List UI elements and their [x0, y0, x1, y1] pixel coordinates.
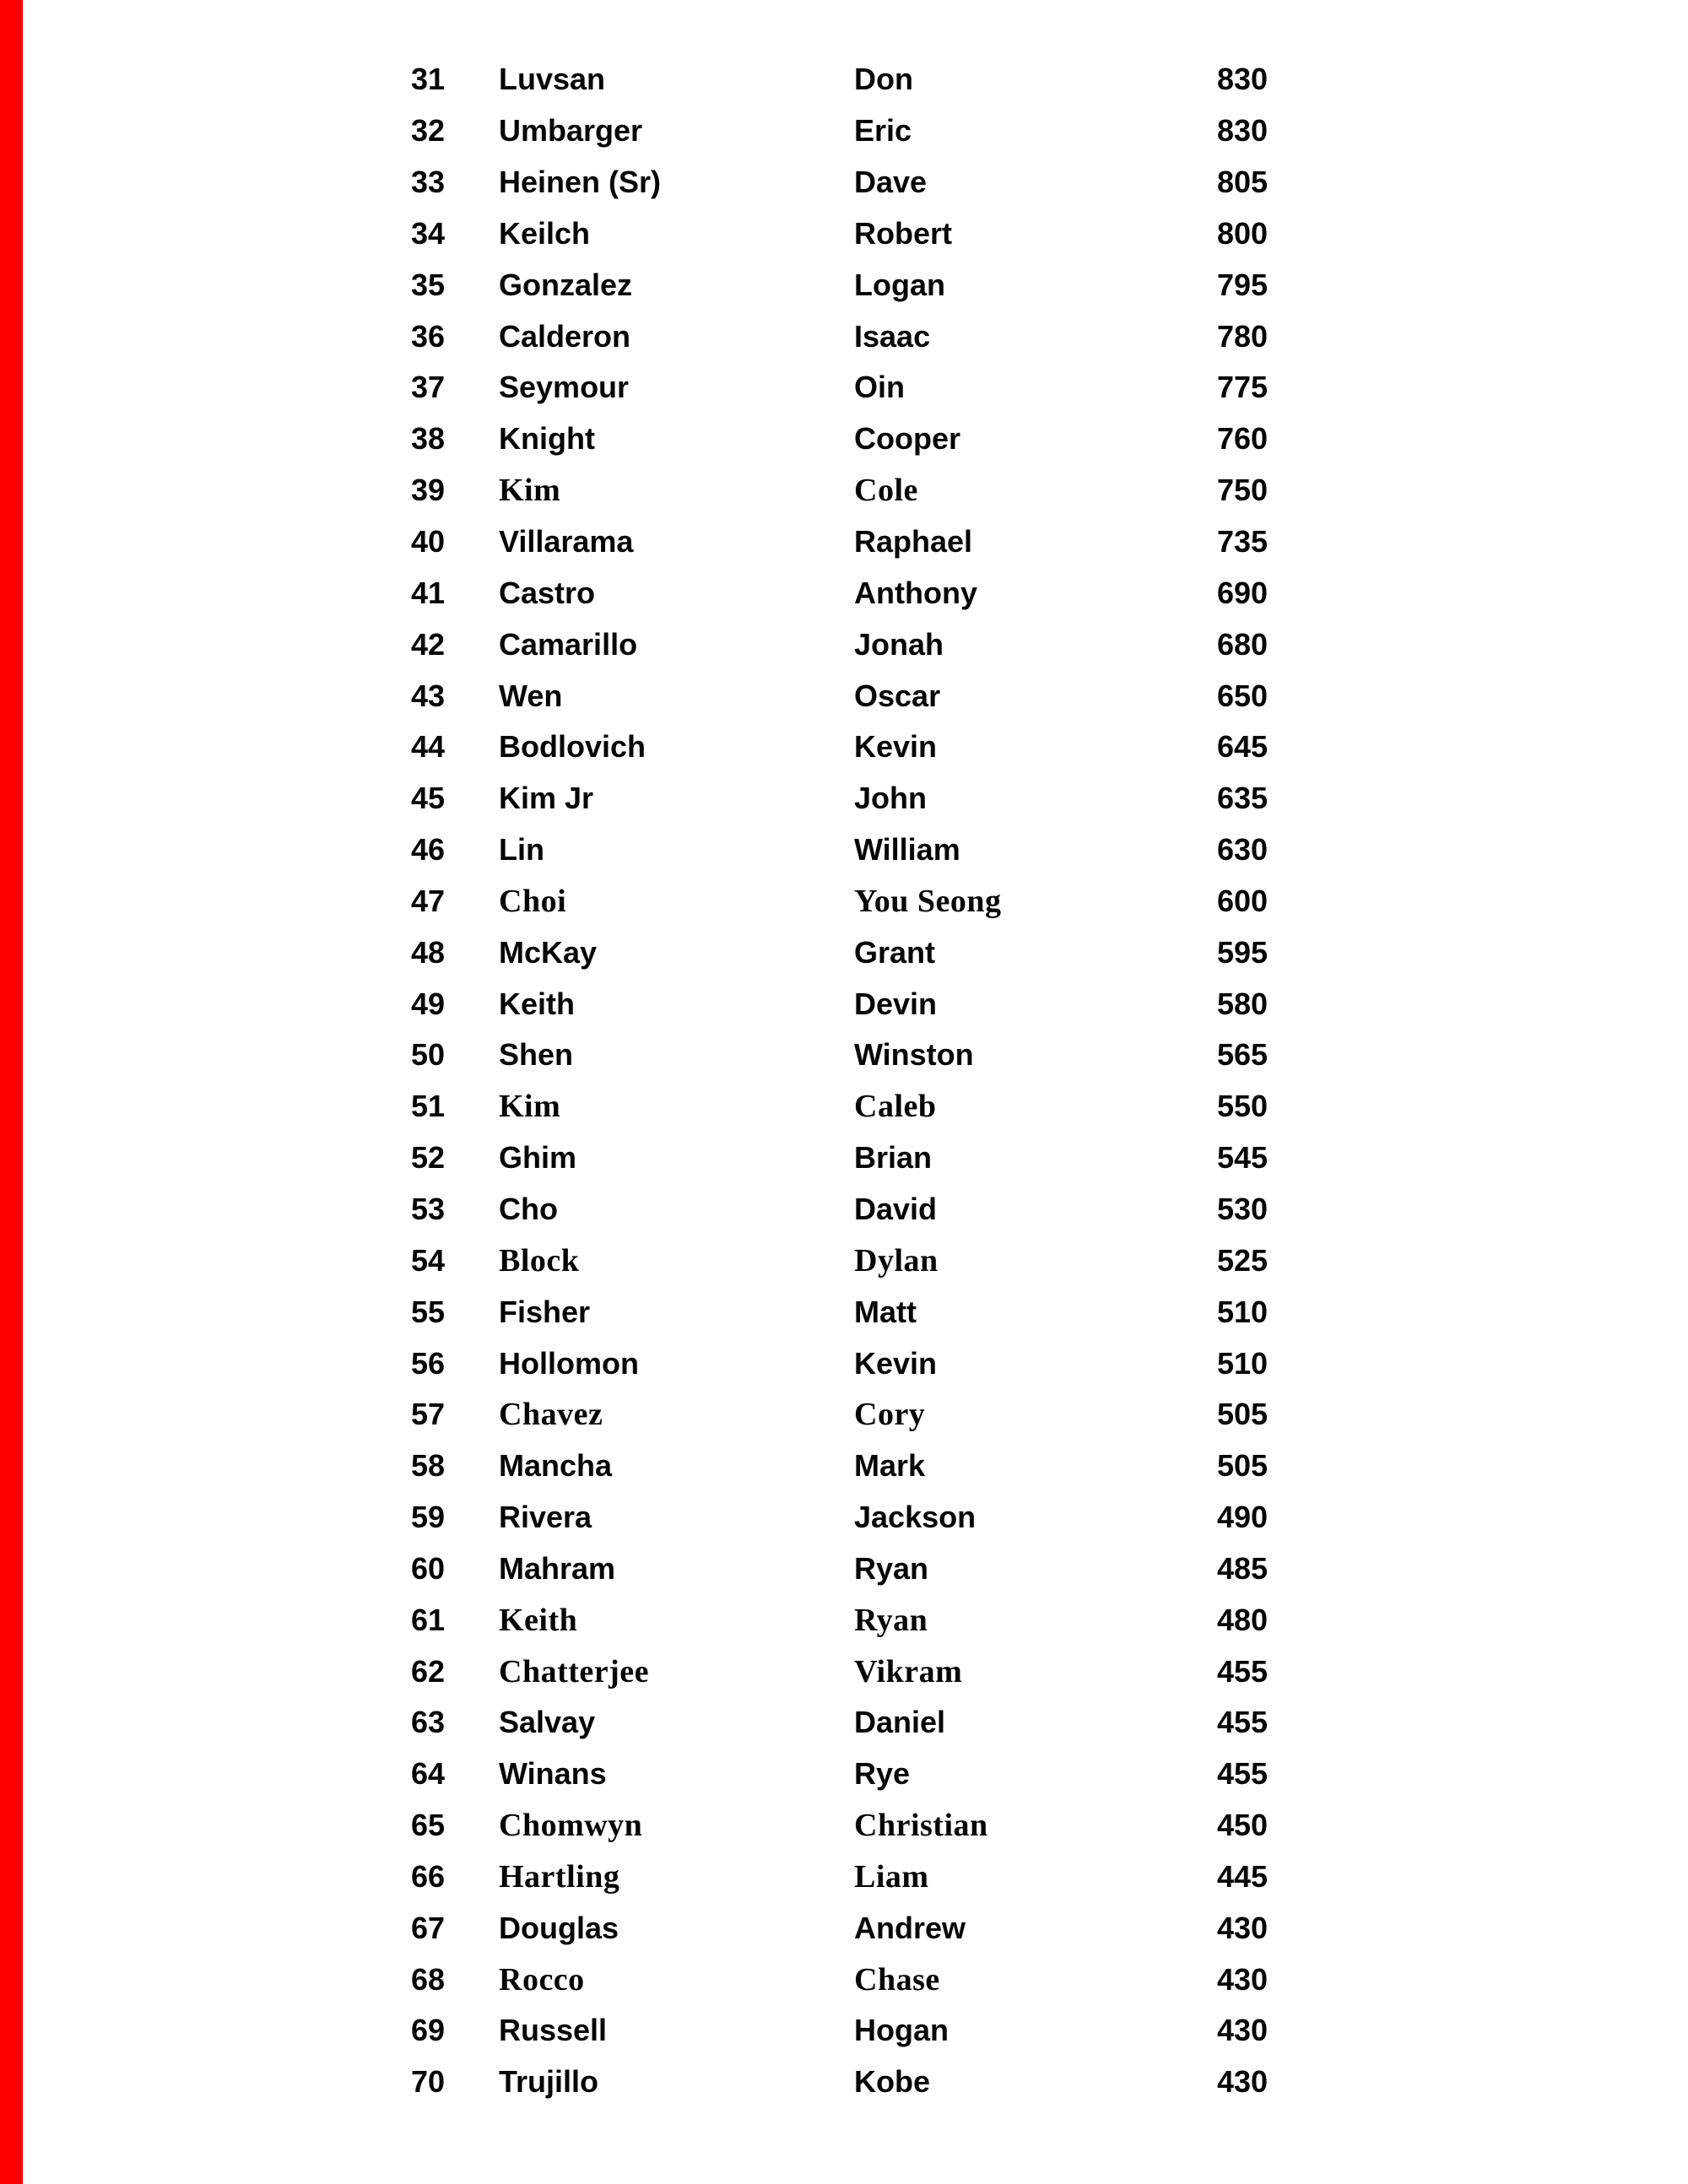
last-name-cell: Chavez: [499, 1397, 603, 1433]
first-name-cell: Raphael: [854, 524, 973, 560]
first-name-cell: Matt: [854, 1294, 917, 1329]
first-name-cell: Oscar: [854, 678, 941, 713]
points-cell: 635: [1217, 781, 1269, 816]
points-cell: 645: [1217, 729, 1269, 765]
table-row: [411, 1543, 1339, 1594]
points-cell: 485: [1217, 1550, 1269, 1586]
last-name-cell: Cho: [499, 1191, 558, 1226]
last-name-cell: Lin: [499, 832, 544, 868]
rank-cell: 55: [411, 1294, 446, 1329]
first-name-cell: Kobe: [854, 2064, 930, 2100]
table-row: [411, 1030, 1339, 1081]
points-cell: 630: [1217, 832, 1269, 868]
last-name-cell: Camarillo: [499, 626, 638, 662]
rank-cell: 32: [411, 113, 446, 149]
table-row: [411, 1749, 1339, 1800]
first-name-cell: Caleb: [854, 1089, 937, 1125]
points-cell: 455: [1217, 1756, 1269, 1792]
table-row: [411, 105, 1339, 157]
table-row: [411, 567, 1339, 619]
first-name-cell: Don: [854, 62, 913, 97]
table-row: [411, 773, 1339, 824]
first-name-cell: Rye: [854, 1756, 911, 1792]
first-name-cell: Brian: [854, 1140, 933, 1176]
last-name-cell: Kim Jr: [499, 781, 594, 816]
table-row: [411, 1184, 1339, 1235]
points-cell: 430: [1217, 2064, 1269, 2100]
table-row: [411, 311, 1339, 362]
last-name-cell: Trujillo: [499, 2064, 599, 2100]
table-row: [411, 208, 1339, 260]
last-name-cell: Wen: [499, 678, 563, 713]
first-name-cell: Mark: [854, 1448, 926, 1484]
first-name-cell: Dylan: [854, 1242, 939, 1279]
rank-cell: 33: [411, 165, 446, 200]
rank-cell: 42: [411, 626, 446, 662]
table-row: [411, 516, 1339, 568]
first-name-cell: Cooper: [854, 421, 960, 457]
rank-cell: 70: [411, 2064, 446, 2100]
first-name-cell: Cole: [854, 473, 918, 509]
last-name-cell: Ghim: [499, 1140, 577, 1176]
last-name-cell: Seymour: [499, 370, 630, 405]
first-name-cell: Anthony: [854, 575, 977, 610]
table-row: [411, 978, 1339, 1030]
first-name-cell: David: [854, 1191, 938, 1226]
last-name-cell: Choi: [499, 883, 567, 919]
last-name-cell: Calderon: [499, 318, 631, 354]
rank-cell: 67: [411, 1910, 446, 1945]
last-name-cell: Hollomon: [499, 1345, 639, 1381]
points-cell: 510: [1217, 1345, 1269, 1381]
table-row: [411, 876, 1339, 927]
last-name-cell: Block: [499, 1242, 580, 1279]
first-name-cell: Jonah: [854, 626, 944, 662]
points-cell: 580: [1217, 986, 1269, 1021]
last-name-cell: Keith: [499, 1602, 578, 1638]
last-name-cell: Shen: [499, 1037, 574, 1073]
first-name-cell: Devin: [854, 986, 938, 1021]
points-cell: 800: [1217, 215, 1269, 251]
rank-cell: 52: [411, 1140, 446, 1176]
rank-cell: 58: [411, 1448, 446, 1484]
rank-cell: 44: [411, 729, 446, 765]
rank-cell: 51: [411, 1089, 446, 1124]
last-name-cell: Chomwyn: [499, 1808, 643, 1844]
last-name-cell: Salvay: [499, 1705, 596, 1740]
rank-cell: 34: [411, 215, 446, 251]
last-name-cell: Mancha: [499, 1448, 613, 1484]
first-name-cell: Robert: [854, 215, 952, 251]
points-cell: 600: [1217, 883, 1269, 918]
rank-cell: 59: [411, 1500, 446, 1535]
first-name-cell: Eric: [854, 113, 912, 149]
points-cell: 545: [1217, 1140, 1269, 1176]
rank-cell: 62: [411, 1653, 446, 1689]
last-name-cell: Douglas: [499, 1910, 619, 1945]
last-name-cell: Winans: [499, 1756, 607, 1792]
first-name-cell: Andrew: [854, 1910, 966, 1945]
points-cell: 450: [1217, 1808, 1269, 1843]
first-name-cell: Chase: [854, 1961, 940, 1997]
first-name-cell: Oin: [854, 370, 905, 405]
first-name-cell: Kevin: [854, 1345, 938, 1381]
table-row: [411, 157, 1339, 208]
last-name-cell: Knight: [499, 421, 595, 457]
rank-cell: 35: [411, 267, 446, 302]
table-row: [411, 1852, 1339, 1903]
first-name-cell: Daniel: [854, 1705, 946, 1740]
rank-cell: 38: [411, 421, 446, 457]
points-cell: 680: [1217, 626, 1269, 662]
points-cell: 750: [1217, 473, 1269, 508]
first-name-cell: Vikram: [854, 1653, 963, 1689]
rank-cell: 43: [411, 678, 446, 713]
last-name-cell: Gonzalez: [499, 267, 633, 302]
table-row: [411, 1594, 1339, 1646]
points-cell: 525: [1217, 1242, 1269, 1278]
points-cell: 805: [1217, 165, 1269, 200]
points-cell: 530: [1217, 1191, 1269, 1226]
rank-cell: 54: [411, 1242, 446, 1278]
table-row: [411, 722, 1339, 773]
points-cell: 565: [1217, 1037, 1269, 1073]
points-cell: 775: [1217, 370, 1269, 405]
rank-cell: 39: [411, 473, 446, 508]
table-row: [411, 1492, 1339, 1543]
table-row: [411, 1235, 1339, 1286]
rank-cell: 56: [411, 1345, 446, 1381]
table-row: [411, 414, 1339, 465]
rank-cell: 60: [411, 1550, 446, 1586]
table-row: [411, 824, 1339, 876]
last-name-cell: Castro: [499, 575, 596, 610]
points-cell: 455: [1217, 1653, 1269, 1689]
points-cell: 690: [1217, 575, 1269, 610]
rank-cell: 69: [411, 2013, 446, 2048]
rank-cell: 50: [411, 1037, 446, 1073]
first-name-cell: Ryan: [854, 1602, 928, 1638]
rank-cell: 45: [411, 781, 446, 816]
points-cell: 830: [1217, 62, 1269, 97]
last-name-cell: Bodlovich: [499, 729, 647, 765]
table-row: [411, 1081, 1339, 1133]
rank-cell: 36: [411, 318, 446, 354]
points-cell: 795: [1217, 267, 1269, 302]
last-name-cell: McKay: [499, 934, 598, 970]
points-cell: 455: [1217, 1705, 1269, 1740]
first-name-cell: Christian: [854, 1808, 988, 1844]
points-cell: 760: [1217, 421, 1269, 457]
rank-cell: 49: [411, 986, 446, 1021]
table-row: [411, 1902, 1339, 1954]
last-name-cell: Umbarger: [499, 113, 643, 149]
table-row: [411, 619, 1339, 670]
last-name-cell: Heinen (Sr): [499, 165, 662, 200]
last-name-cell: Rivera: [499, 1500, 592, 1535]
rank-cell: 57: [411, 1397, 446, 1432]
rank-cell: 31: [411, 62, 446, 97]
points-cell: 830: [1217, 113, 1269, 149]
first-name-cell: Isaac: [854, 318, 931, 354]
points-cell: 430: [1217, 1910, 1269, 1945]
last-name-cell: Chatterjee: [499, 1653, 650, 1689]
last-name-cell: Kim: [499, 1089, 561, 1125]
rank-cell: 64: [411, 1756, 446, 1792]
points-cell: 550: [1217, 1089, 1269, 1124]
first-name-cell: Hogan: [854, 2013, 949, 2048]
rank-cell: 65: [411, 1808, 446, 1843]
first-name-cell: Dave: [854, 165, 928, 200]
rank-cell: 66: [411, 1858, 446, 1894]
table-row: [411, 1954, 1339, 2005]
first-name-cell: Kevin: [854, 729, 938, 765]
first-name-cell: Liam: [854, 1858, 929, 1895]
points-cell: 505: [1217, 1448, 1269, 1484]
rank-cell: 48: [411, 934, 446, 970]
rank-cell: 61: [411, 1602, 446, 1637]
last-name-cell: Kim: [499, 473, 561, 509]
points-cell: 445: [1217, 1858, 1269, 1894]
table-row: [411, 1441, 1339, 1492]
red-margin-bar: [0, 0, 23, 2184]
first-name-cell: John: [854, 781, 927, 816]
points-cell: 780: [1217, 318, 1269, 354]
first-name-cell: Grant: [854, 934, 936, 970]
table-row: [411, 670, 1339, 722]
rank-cell: 41: [411, 575, 446, 610]
table-row: [411, 465, 1339, 516]
table-row: [411, 1133, 1339, 1184]
table-row: [411, 927, 1339, 978]
first-name-cell: Logan: [854, 267, 945, 302]
last-name-cell: Keilch: [499, 215, 591, 251]
points-cell: 650: [1217, 678, 1269, 713]
table-row: [411, 1800, 1339, 1852]
rank-cell: 53: [411, 1191, 446, 1226]
points-cell: 735: [1217, 524, 1269, 560]
points-cell: 430: [1217, 2013, 1269, 2048]
table-row: [411, 259, 1339, 311]
first-name-cell: Cory: [854, 1397, 926, 1433]
last-name-cell: Russell: [499, 2013, 608, 2048]
last-name-cell: Rocco: [499, 1961, 585, 1997]
first-name-cell: Ryan: [854, 1550, 929, 1586]
rank-cell: 46: [411, 832, 446, 868]
last-name-cell: Mahram: [499, 1550, 616, 1586]
ranking-table: [411, 54, 1339, 2108]
points-cell: 510: [1217, 1294, 1269, 1329]
points-cell: 480: [1217, 1602, 1269, 1637]
table-row: [411, 1389, 1339, 1441]
rank-cell: 40: [411, 524, 446, 560]
first-name-cell: Winston: [854, 1037, 974, 1073]
table-row: [411, 2057, 1339, 2108]
first-name-cell: You Seong: [854, 883, 1002, 919]
points-cell: 505: [1217, 1397, 1269, 1432]
points-cell: 490: [1217, 1500, 1269, 1535]
table-row: [411, 2005, 1339, 2057]
table-row: [411, 1646, 1339, 1697]
table-row: [411, 362, 1339, 414]
points-cell: 595: [1217, 934, 1269, 970]
table-row: [411, 1286, 1339, 1338]
table-row: [411, 1338, 1339, 1389]
table-row: [411, 1697, 1339, 1749]
rank-cell: 63: [411, 1705, 446, 1740]
last-name-cell: Villarama: [499, 524, 634, 560]
table-row: [411, 54, 1339, 105]
last-name-cell: Luvsan: [499, 62, 606, 97]
rank-cell: 47: [411, 883, 446, 918]
last-name-cell: Fisher: [499, 1294, 591, 1329]
first-name-cell: Jackson: [854, 1500, 977, 1535]
rank-cell: 37: [411, 370, 446, 405]
rank-cell: 68: [411, 1961, 446, 1997]
points-cell: 430: [1217, 1961, 1269, 1997]
first-name-cell: William: [854, 832, 960, 868]
last-name-cell: Keith: [499, 986, 575, 1021]
last-name-cell: Hartling: [499, 1858, 620, 1895]
